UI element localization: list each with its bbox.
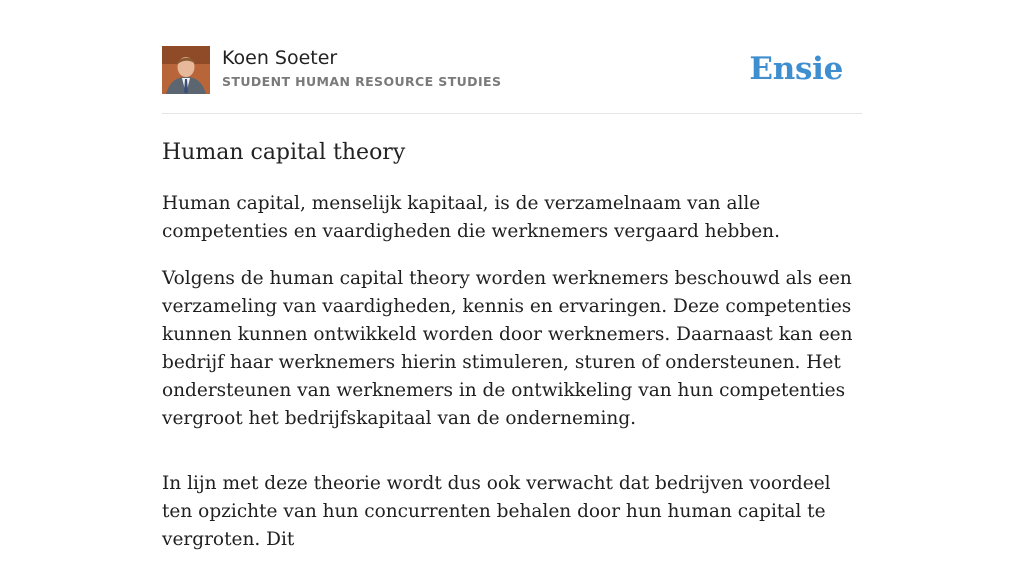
author-photo-icon [162, 46, 210, 94]
definition-body [162, 190, 862, 554]
paragraph-3: In lijn met deze theorie wordt dus ook verwacht dat bedrijven voordeel ten opzichte van hun concurrenten behalen door hun human capital te vergroten. Dit [162, 473, 831, 550]
author-role: STUDENT HUMAN RESOURCE STUDIES [222, 74, 502, 89]
definition-page [162, 0, 862, 573]
paragraph-1: Human capital, menselijk kapitaal, is de verzamelnaam van alle competenties en vaardigheden die werknemers vergaard hebben. [162, 193, 780, 242]
author-header [162, 0, 862, 114]
brand-logo[interactable]: Ensie [749, 51, 843, 87]
definition-title: Human capital theory [162, 140, 406, 165]
author-avatar[interactable] [162, 46, 210, 94]
paragraph-2: Volgens de human capital theory worden werknemers beschouwd als een verzameling van vaardigheden, kennis en ervaringen. Deze competenties kunnen kunnen ontwikkeld worden door werknemers. Daarnaast kan een bedrijf haar werknemers hierin stimuleren, sturen of ondersteunen. Het ondersteunen van werknemers in de ontwikkeling van hun competenties vergroot het bedrijfskapitaal van de onderneming. [162, 268, 853, 429]
author-name[interactable]: Koen Soeter [222, 47, 338, 69]
